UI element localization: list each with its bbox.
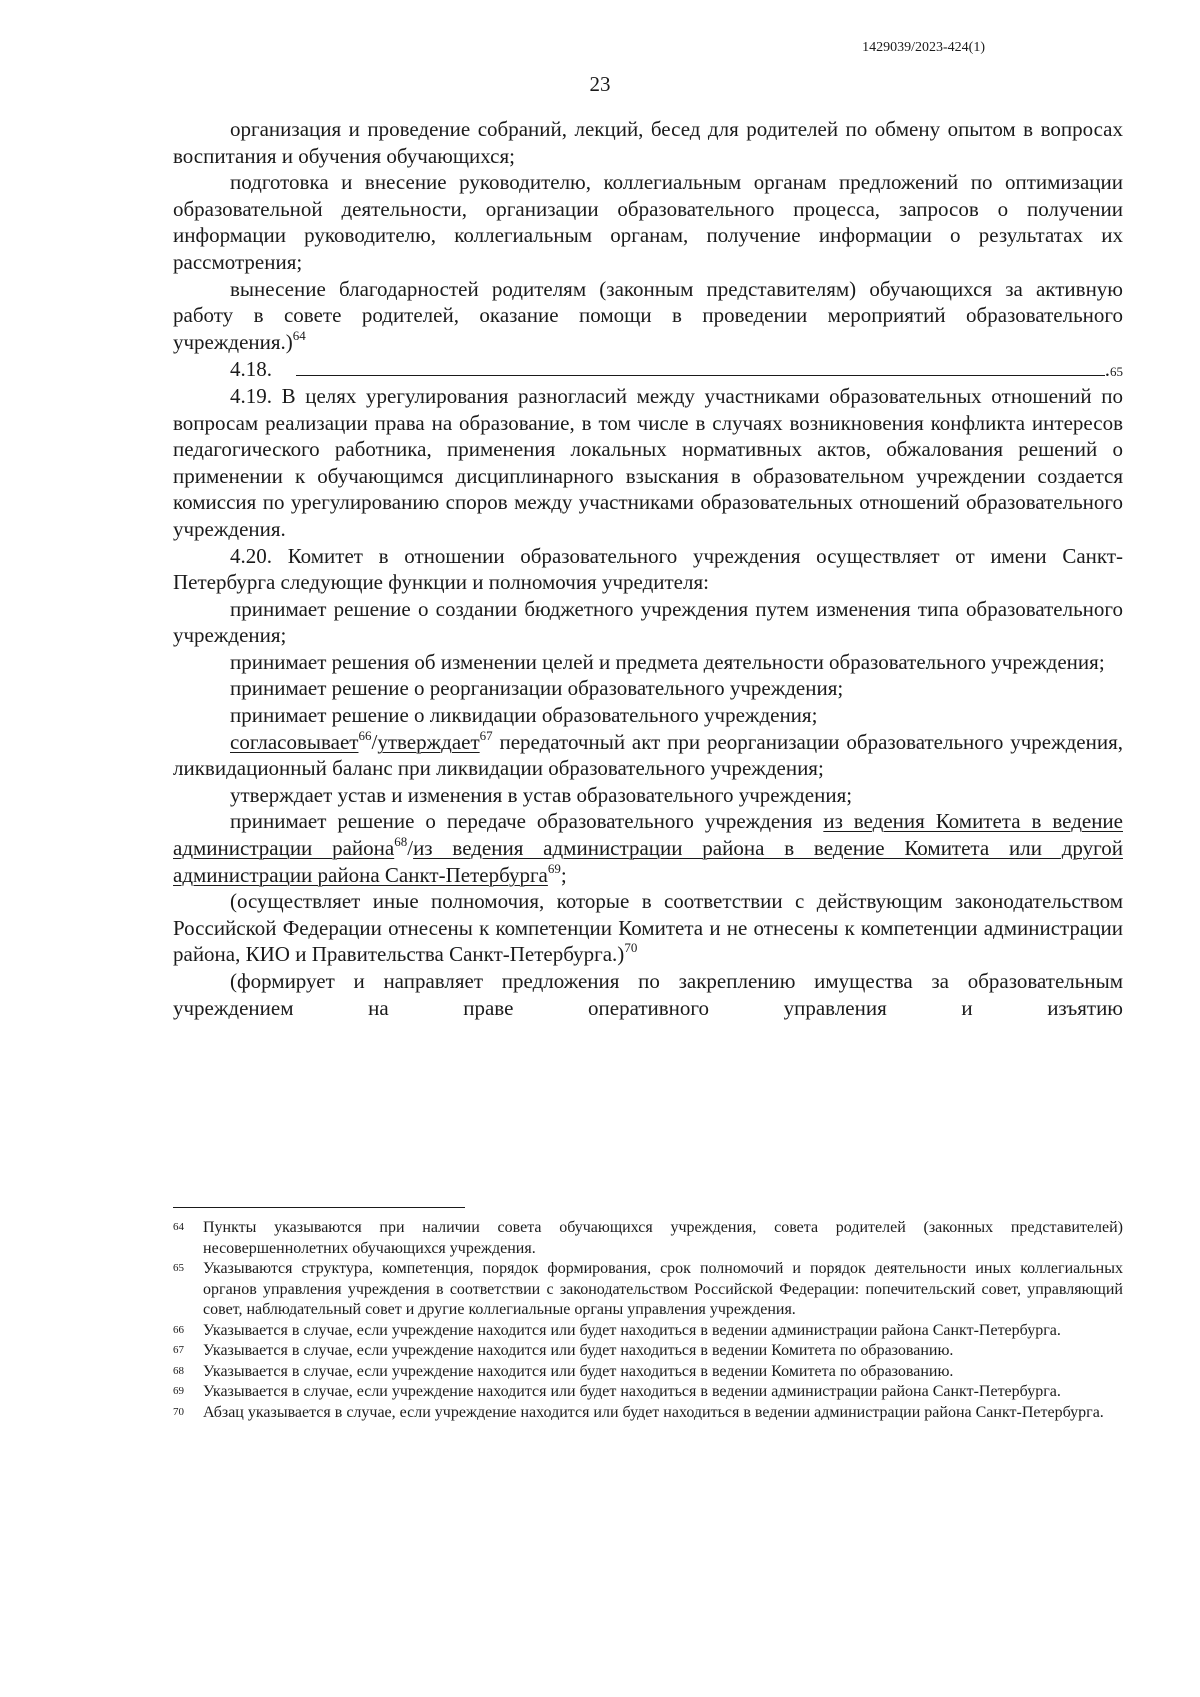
footnote-66: [173, 1321, 1123, 1342]
paragraph-proposals: подготовка и внесение руководителю, коллегиальным органам предложений по оптимизации образовательной деятельности, организации образовательного процесса, запросов о получении информации руководителю, коллегиальным органам, получение информации о результатах их рассмотрения;: [173, 170, 1123, 274]
footnote-text: Пункты указываются при наличии совета обучающихся учреждения, совета родителей (законных представителей) несовершеннолетних обучающихся учреждения.: [203, 1219, 1123, 1257]
clause-4-19: 4.19. В целях урегулирования разногласий между участниками образовательных отношений по вопросам реализации права на образование, в том числе в случаях возникновения конфликта интересов педагогического работника, применения локальных нормативных актов, обжалования решений о применении к обучающимся дисциплинарного взыскания в образовательном учреждении создается комиссия по урегулированию споров между участниками образовательных отношений образовательного учреждения.: [173, 383, 1123, 541]
footnote-text: Указывается в случае, если учреждение находится или будет находиться в ведении администрации района Санкт-Петербурга.: [203, 1321, 1061, 1339]
paragraph-meetings: организация и проведение собраний, лекций, бесед для родителей по обмену опытом в вопросах воспитания и обучения обучающихся;: [173, 117, 1123, 168]
underlined-text: из ведения Комитета в ведение администрации района: [173, 809, 1123, 861]
footnote-number: 68: [173, 1364, 184, 1377]
footnote-64: [173, 1218, 1123, 1259]
function-charter: утверждает устав и изменения в устав образовательного учреждения;: [230, 782, 853, 807]
function-create-budget: принимает решение о создании бюджетного учреждения путем изменения типа образовательного учреждения;: [173, 596, 1123, 648]
footnote-number: 69: [173, 1385, 184, 1397]
footnote-text: Абзац указывается в случае, если учреждение находится или будет находиться в ведении администрации района Санкт-Петербурга.: [203, 1403, 1104, 1421]
footnote-text: Указывается в случае, если учреждение находится или будет находиться в ведении администрации района Санкт-Петербурга.: [203, 1383, 1061, 1400]
footnote-number: 64: [173, 1221, 184, 1233]
function-change-goals: принимает решения об изменении целей и предмета деятельности образовательного учреждения;: [230, 649, 1105, 674]
footnote-70: [173, 1403, 1123, 1424]
separator: /: [371, 729, 378, 754]
footnote-text: Указывается в случае, если учреждение находится или будет находиться в ведении Комитета по образованию.: [203, 1342, 954, 1359]
footnote-ref-70[interactable]: 70: [624, 940, 638, 956]
document-body: [173, 116, 1123, 1021]
function-approve-act: [173, 729, 1123, 782]
footnote-number: 65: [173, 1262, 184, 1274]
clause-4-20: 4.20. Комитет в отношении образовательного учреждения осуществляет от имени Санкт-Петербурга следующие функции и полномочия учредителя:: [173, 543, 1123, 595]
footnote-ref-66[interactable]: 66: [358, 727, 372, 743]
underlined-text: из ведения администрации района в ведение Комитета или другой администрации района Санкт-Петербурга: [173, 836, 1123, 887]
function-reorganization: принимает решение о реорганизации образовательного учреждения;: [230, 676, 844, 701]
underlined-text: утверждает: [377, 729, 480, 754]
clause-number: 4.18.: [230, 357, 272, 382]
blank-fill-line: [296, 355, 1105, 376]
footnote-ref-64[interactable]: 64: [292, 327, 306, 343]
footnotes: [173, 1218, 1123, 1423]
clause-4-18: 4.18. . 65: [230, 357, 1123, 382]
footnote-number: 67: [173, 1344, 184, 1356]
paragraph-text: вынесение благодарностей родителям (законным представителям) обучающихся за активную работу в совете родителей, оказание помощи в проведении мероприятий образовательного учреждения.): [173, 276, 1123, 354]
paragraph-text: передаточный акт при реорганизации образовательного учреждения, ликвидационный баланс при ликвидации образовательного учреждения;: [173, 729, 1123, 781]
footnote-text: Указываются структура, компетенция, порядок формирования, срок полномочий и порядок деятельности иных коллегиальных органов управления учреждения в соответствии с законодательством Российской Федерации: попечительский совет, управляющий совет, наблюдательный совет и другие коллегиальные органы управления учреждения.: [203, 1260, 1123, 1318]
underlined-text: согласовывает: [230, 729, 359, 754]
function-other-powers: [173, 888, 1123, 968]
clause-end-period: .: [1104, 357, 1110, 382]
paragraph-gratitude: [173, 276, 1123, 356]
footnote-number: 70: [173, 1405, 184, 1418]
footnote-number: 66: [173, 1323, 184, 1336]
function-transfer: [173, 808, 1123, 888]
footnote-ref-67[interactable]: 67: [479, 727, 493, 743]
footnote-65: [173, 1259, 1123, 1321]
page-number: 23: [589, 72, 611, 96]
footnote-ref-69[interactable]: 69: [547, 860, 561, 876]
function-property-proposals: (формирует и направляет предложения по закреплению имущества за образовательным учреждением на праве оперативного управления и изъятию: [173, 969, 1123, 1020]
footnote-67: [173, 1341, 1123, 1362]
paragraph-text: принимает решение о передаче образовательного учреждения: [230, 809, 824, 834]
footnote-69: [173, 1382, 1123, 1403]
paragraph-text: ;: [560, 862, 567, 887]
paragraph-text: (осуществляет иные полномочия, которые в соответствии с действующим законодательством Российской Федерации отнесены к компетенции Комитета и не отнесены к компетенции администрации района, КИО и Правительства Санкт-Петербурга.): [173, 889, 1123, 967]
function-liquidation: принимает решение о ликвидации образовательного учреждения;: [230, 703, 818, 728]
footnote-68: [173, 1362, 1123, 1383]
footnote-ref-68[interactable]: 68: [394, 834, 408, 850]
footnote-text: Указывается в случае, если учреждение находится или будет находиться в ведении Комитета по образованию.: [203, 1362, 954, 1380]
separator: /: [407, 836, 414, 861]
footnote-separator: [173, 1207, 465, 1208]
document-number: 1429039/2023-424(1): [862, 40, 985, 55]
